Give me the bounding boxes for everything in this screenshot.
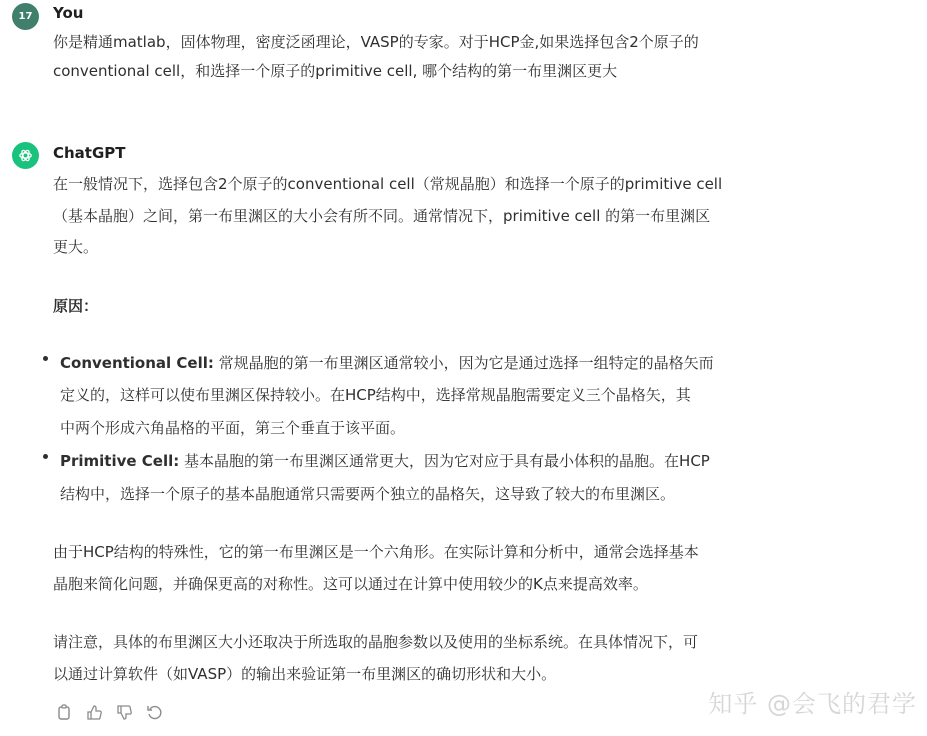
openai-logo-icon xyxy=(17,147,34,164)
bullet-line: 定义的，这样可以使布里渊区保持较小。在HCP结构中，选择常规晶胞需要定义三个晶格矢，其 xyxy=(60,386,691,404)
thumbs-up-icon[interactable] xyxy=(84,703,104,721)
user-avatar: 17 xyxy=(12,3,39,30)
answer-line: 请注意，具体的布里渊区大小还取决于所选取的晶胞参数以及使用的坐标系统。在具体情况下，可 xyxy=(53,633,699,651)
bullet-line: 结构中，选择一个原子的基本晶胞通常只需要两个独立的晶格矢，这导致了较大的布里渊区。 xyxy=(60,485,676,503)
answer-line: 晶胞来简化问题，并确保更高的对称性。这可以通过在计算中使用较少的K点来提高效率。 xyxy=(53,575,648,593)
bullet-line: 常规晶胞的第一布里渊区通常较小，因为它是通过选择一组特定的晶格矢而 xyxy=(218,354,714,372)
answer-line: 由于HCP结构的特殊性，它的第一布里渊区是一个六角形。在实际计算和分析中，通常会选择基本 xyxy=(53,543,699,561)
assistant-author: ChatGPT xyxy=(53,144,126,162)
bullet-dot xyxy=(43,356,48,361)
bullet-title: Conventional Cell: xyxy=(60,354,214,372)
bullet-line: 中两个形成六角晶格的平面，第三个垂直于该平面。 xyxy=(60,419,406,437)
chatgpt-avatar xyxy=(12,142,39,169)
answer-line: 以通过计算软件（如VASP）的输出来验证第一布里渊区的确切形状和大小。 xyxy=(53,665,557,683)
user-message-line: conventional cell，和选择一个原子的primitive cell, 哪个结构的第一布里渊区更大 xyxy=(53,62,618,80)
answer-line: 在一般情况下，选择包含2个原子的conventional cell（常规晶胞）和选择一个原子的primitive cell xyxy=(53,175,723,193)
bullet-line: 基本晶胞的第一布里渊区通常更大，因为它对应于具有最小体积的晶胞。在HCP xyxy=(184,452,710,470)
message-actions xyxy=(54,703,164,721)
user-message-line: 你是精通matlab，固体物理，密度泛函理论，VASP的专家。对于HCP金,如果选择包含2个原子的 xyxy=(53,33,699,51)
answer-line: 更大。 xyxy=(53,238,99,256)
user-author: You xyxy=(53,4,84,22)
regenerate-icon[interactable] xyxy=(144,703,164,721)
bullet-primitive xyxy=(60,446,860,477)
bullet-dot xyxy=(43,454,48,459)
zhihu-watermark: 知乎 @会飞的君学 xyxy=(708,690,917,718)
bullet-title: Primitive Cell: xyxy=(60,452,180,470)
bullet-conventional xyxy=(60,348,860,379)
answer-line: （基本晶胞）之间，第一布里渊区的大小会有所不同。通常情况下，primitive cell 的第一布里渊区 xyxy=(53,207,711,225)
reason-heading: 原因： xyxy=(53,297,99,315)
copy-icon[interactable] xyxy=(54,703,74,721)
thumbs-down-icon[interactable] xyxy=(114,703,134,721)
